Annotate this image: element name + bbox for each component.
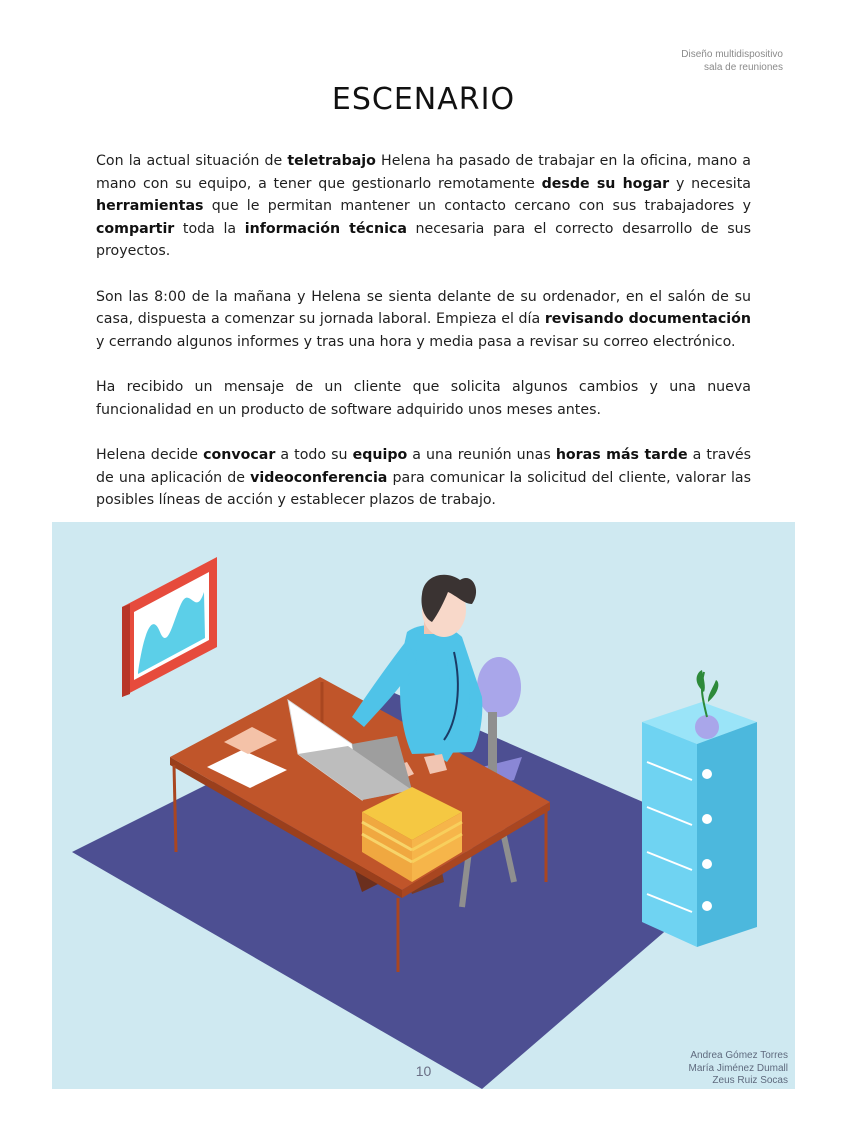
bold-text: compartir	[96, 220, 175, 237]
wall-painting	[122, 557, 217, 697]
office-illustration	[52, 522, 795, 1089]
header-line-2: sala de reuniones	[704, 62, 783, 73]
document-header	[681, 48, 783, 74]
bold-text: convocar	[203, 447, 276, 463]
paragraph	[96, 376, 751, 421]
authors-list	[689, 1050, 788, 1088]
bold-text: videoconferencia	[250, 469, 388, 486]
text-run: y necesita	[669, 175, 751, 192]
header-line-1: Diseño multidispositivo	[681, 49, 783, 60]
text-run: para comunicar la solicitud del cliente, valorar las posibles líneas de acción y establecer plazos de trabajo.	[96, 469, 751, 508]
body-text	[96, 150, 751, 535]
text-run: a todo su	[275, 447, 353, 463]
page-number: 10	[415, 1063, 432, 1079]
text-run: necesaria para el correcto desarrollo de sus proyectos.	[96, 220, 751, 259]
bold-text: horas más tarde	[555, 447, 688, 463]
bold-text: desde su hogar	[541, 175, 670, 192]
bold-text: revisando documentación	[544, 311, 752, 327]
paragraph	[96, 286, 751, 354]
text-run: toda la	[174, 220, 245, 237]
text-run: Helena decide	[96, 447, 204, 463]
text-run: y cerrando algunos informes y tras una hora y media pasa a revisar su correo electrónico.	[96, 333, 736, 350]
author-name: Zeus Ruiz Socas	[712, 1075, 788, 1086]
bold-text: herramientas	[96, 198, 204, 214]
bold-text: teletrabajo	[287, 153, 376, 169]
paragraph	[96, 444, 751, 512]
text-run: a través de una aplicación de	[96, 447, 752, 486]
text-run: Ha recibido un mensaje de un cliente que solicita algunos cambios y una nueva funcionalidad en un producto de software adquirido unos meses antes.	[96, 379, 751, 418]
page-title: ESCENARIO	[331, 82, 516, 117]
text-run: Con la actual situación de	[96, 153, 288, 169]
paragraph	[96, 150, 751, 263]
file-cabinet	[642, 702, 757, 947]
home-office-scene	[52, 522, 795, 1089]
text-run: que le permitan mantener un contacto cercano con sus trabajadores y	[203, 198, 751, 214]
author-name: Andrea Gómez Torres	[690, 1050, 788, 1061]
bold-text: información técnica	[244, 220, 407, 237]
text-run: Son las 8:00 de la mañana y Helena se sienta delante de su ordenador, en el salón de su casa, dispuesta a comenzar su jornada laboral. Empieza el día	[96, 288, 751, 327]
author-name: María Jiménez Dumall	[688, 1062, 788, 1074]
text-run: Helena ha pasado de trabajar en la oficina, mano a mano con su equipo, a tener que gestionarlo remotamente	[96, 153, 751, 192]
bold-text: equipo	[352, 447, 408, 463]
text-run: a una reunión unas	[407, 447, 556, 463]
